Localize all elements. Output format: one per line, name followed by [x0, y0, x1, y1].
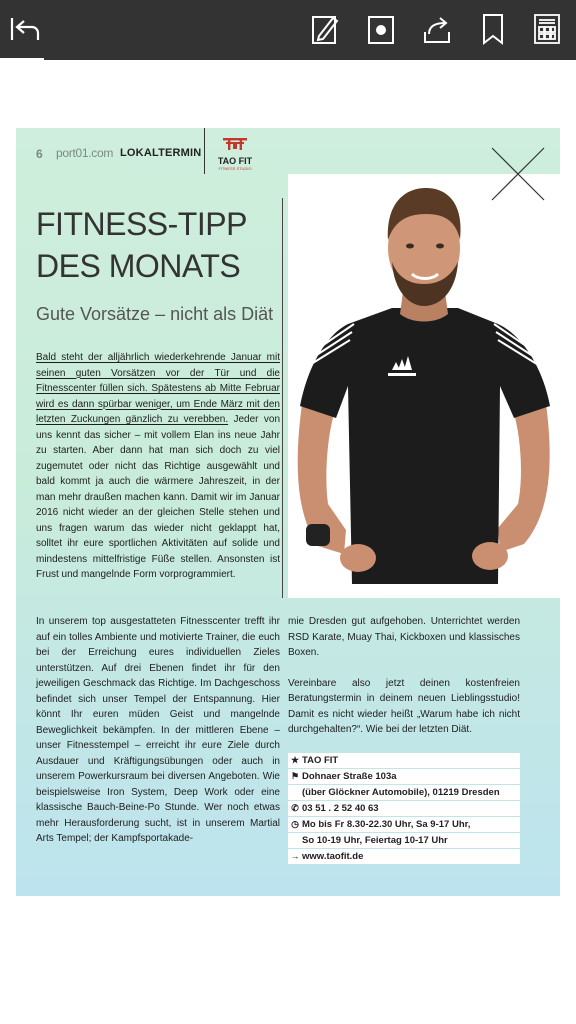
info-row-phone[interactable]: [288, 801, 520, 816]
flag-icon: ⚑: [290, 770, 300, 781]
info-address: (über Glöckner Automobile), 01219 Dresden: [302, 786, 500, 798]
partner-logo: [212, 136, 258, 170]
record-icon[interactable]: [364, 10, 398, 48]
info-row-hours: [288, 817, 520, 832]
info-website-link[interactable]: www.taofit.de: [302, 850, 364, 862]
partner-logo-subtext: FITNESS STUDIO: [218, 166, 252, 171]
info-row-hours-2: [288, 833, 520, 848]
close-cross-icon: [490, 146, 546, 202]
info-street: Dohnaer Straße 103a: [302, 770, 397, 782]
partner-logo-text: TAO FIT: [217, 156, 253, 166]
back-icon[interactable]: [8, 10, 42, 48]
info-row-address: [288, 785, 520, 800]
info-row-street: [288, 769, 520, 784]
article-column-left-bottom: [36, 614, 280, 847]
trainer-figure-icon: [288, 174, 560, 598]
share-icon[interactable]: [420, 10, 454, 48]
article-title-line2: DES MONATS: [36, 248, 241, 284]
magazine-page[interactable]: [16, 128, 560, 896]
bookmark-icon[interactable]: [476, 10, 510, 48]
info-hours-2: So 10-19 Uhr, Feiertag 10-17 Uhr: [302, 834, 448, 846]
info-name: TAO FIT: [302, 754, 339, 766]
article-paragraph-2-left: In unserem top ausgestatteten Fitnesscenter trefft ihr auf ein tolles Ambiente und motivierte Trainer, die euch bei der Erreichung eures individuellen Zieles unterstützen. Auf drei Ebenen findet ihr für den jeweiligen Geschmack das Richtige. Im Dachgeschoss befindet sich unser Tempel der Entspannung. Hier könnt Ihr euren müden Geist und mangelnde Beweglichkeit bekämpfen. In der mittleren Ebene – unser Fitnesstempel – erreicht ihr eure Ziele durch Ausdauer und Kräftigungsübungen oder auch in unserem Powerkursraum bei diversen Angeboten. Wie beispielsweise Iron System, Deep Work oder eine klassische Bauch-Beine-Po Stunde. Wer noch etwas mehr Herausforderung sucht, ist in unserem Martial Arts Tempel; der Kampfsportakade-: [36, 616, 280, 844]
article-column-left-top: [36, 350, 280, 583]
info-hours-1: Mo bis Fr 8.30-22.30 Uhr, Sa 9-17 Uhr,: [302, 818, 471, 830]
article-title-line1: FITNESS-TIPP: [36, 206, 247, 242]
article-paragraph-1: Jeder von uns kennt das sicher – mit vollem Elan ins neue Jahr zu starten. Aber dann hat man sich doch zu viel zugemutet oder nicht das Richtige ausgewählt und bald kommt ja auch die wärmere Jahreszeit, in der man mehr draußen machen kann. Damit wir im Januar 2016 nicht wieder an der gleichen Stelle stehen und uns fragen warum das wieder nicht geklappt hat, solltet ihr eure sportlichen Aktivitäten auf solide und mindestens mittelfristige Füße stellen. Ansonsten ist Frust und mangelnde Form vorprogrammiert.: [36, 414, 280, 580]
star-icon: ★: [290, 754, 300, 765]
photo-frame-line: [282, 198, 286, 598]
article-subtitle: Gute Vorsätze – nicht als Diät: [36, 304, 274, 324]
article-paragraph-2-right: mie Dresden gut aufgehoben. Unterrichtet werden RSD Karate, Muay Thai, Kickboxen und klassisches Boxen.: [288, 616, 520, 658]
active-tab-indicator: [0, 58, 44, 61]
page-header: [16, 128, 560, 174]
info-row-web[interactable]: [288, 849, 520, 864]
article-column-right: [288, 614, 520, 738]
phone-icon: ✆: [291, 802, 299, 813]
info-row-name: [288, 753, 520, 768]
article-lead: Bald steht der alljährlich wiederkehrende Januar mit seinen guten Vorsätzen vor der Tür und die Fitnesscenter füllen sich. Spätestens ab Mitte Februar wird es dann spürbar weniger, um Ende März mit den letzten Zuckungen gänzlich zu verebben.: [36, 352, 280, 425]
grid-view-icon[interactable]: [530, 10, 564, 48]
edit-icon[interactable]: [308, 10, 342, 48]
trainer-photo: [288, 174, 560, 598]
section-rubric: LOKALTERMIN: [120, 147, 202, 159]
arrow-right-icon: →: [290, 851, 300, 862]
reader-toolbar: [0, 0, 576, 60]
info-phone[interactable]: 03 51 . 2 52 40 63: [302, 802, 379, 814]
taofit-emblem-icon: [222, 136, 248, 150]
clock-icon: ◷: [291, 818, 299, 829]
publication-logo: port01.com: [56, 146, 114, 160]
studio-info-box: [288, 753, 520, 865]
header-divider: [204, 128, 205, 174]
article-paragraph-3: Vereinbare also jetzt deinen kostenfreien Beratungstermin in deinem neuen Lieblingsstudio! Damit es nicht wieder heißt „Warum habe ich nicht durchgehalten?“. Wie bei der letzten Diät.: [288, 677, 520, 735]
page-number: 6: [36, 147, 43, 161]
article-title: [36, 203, 247, 287]
